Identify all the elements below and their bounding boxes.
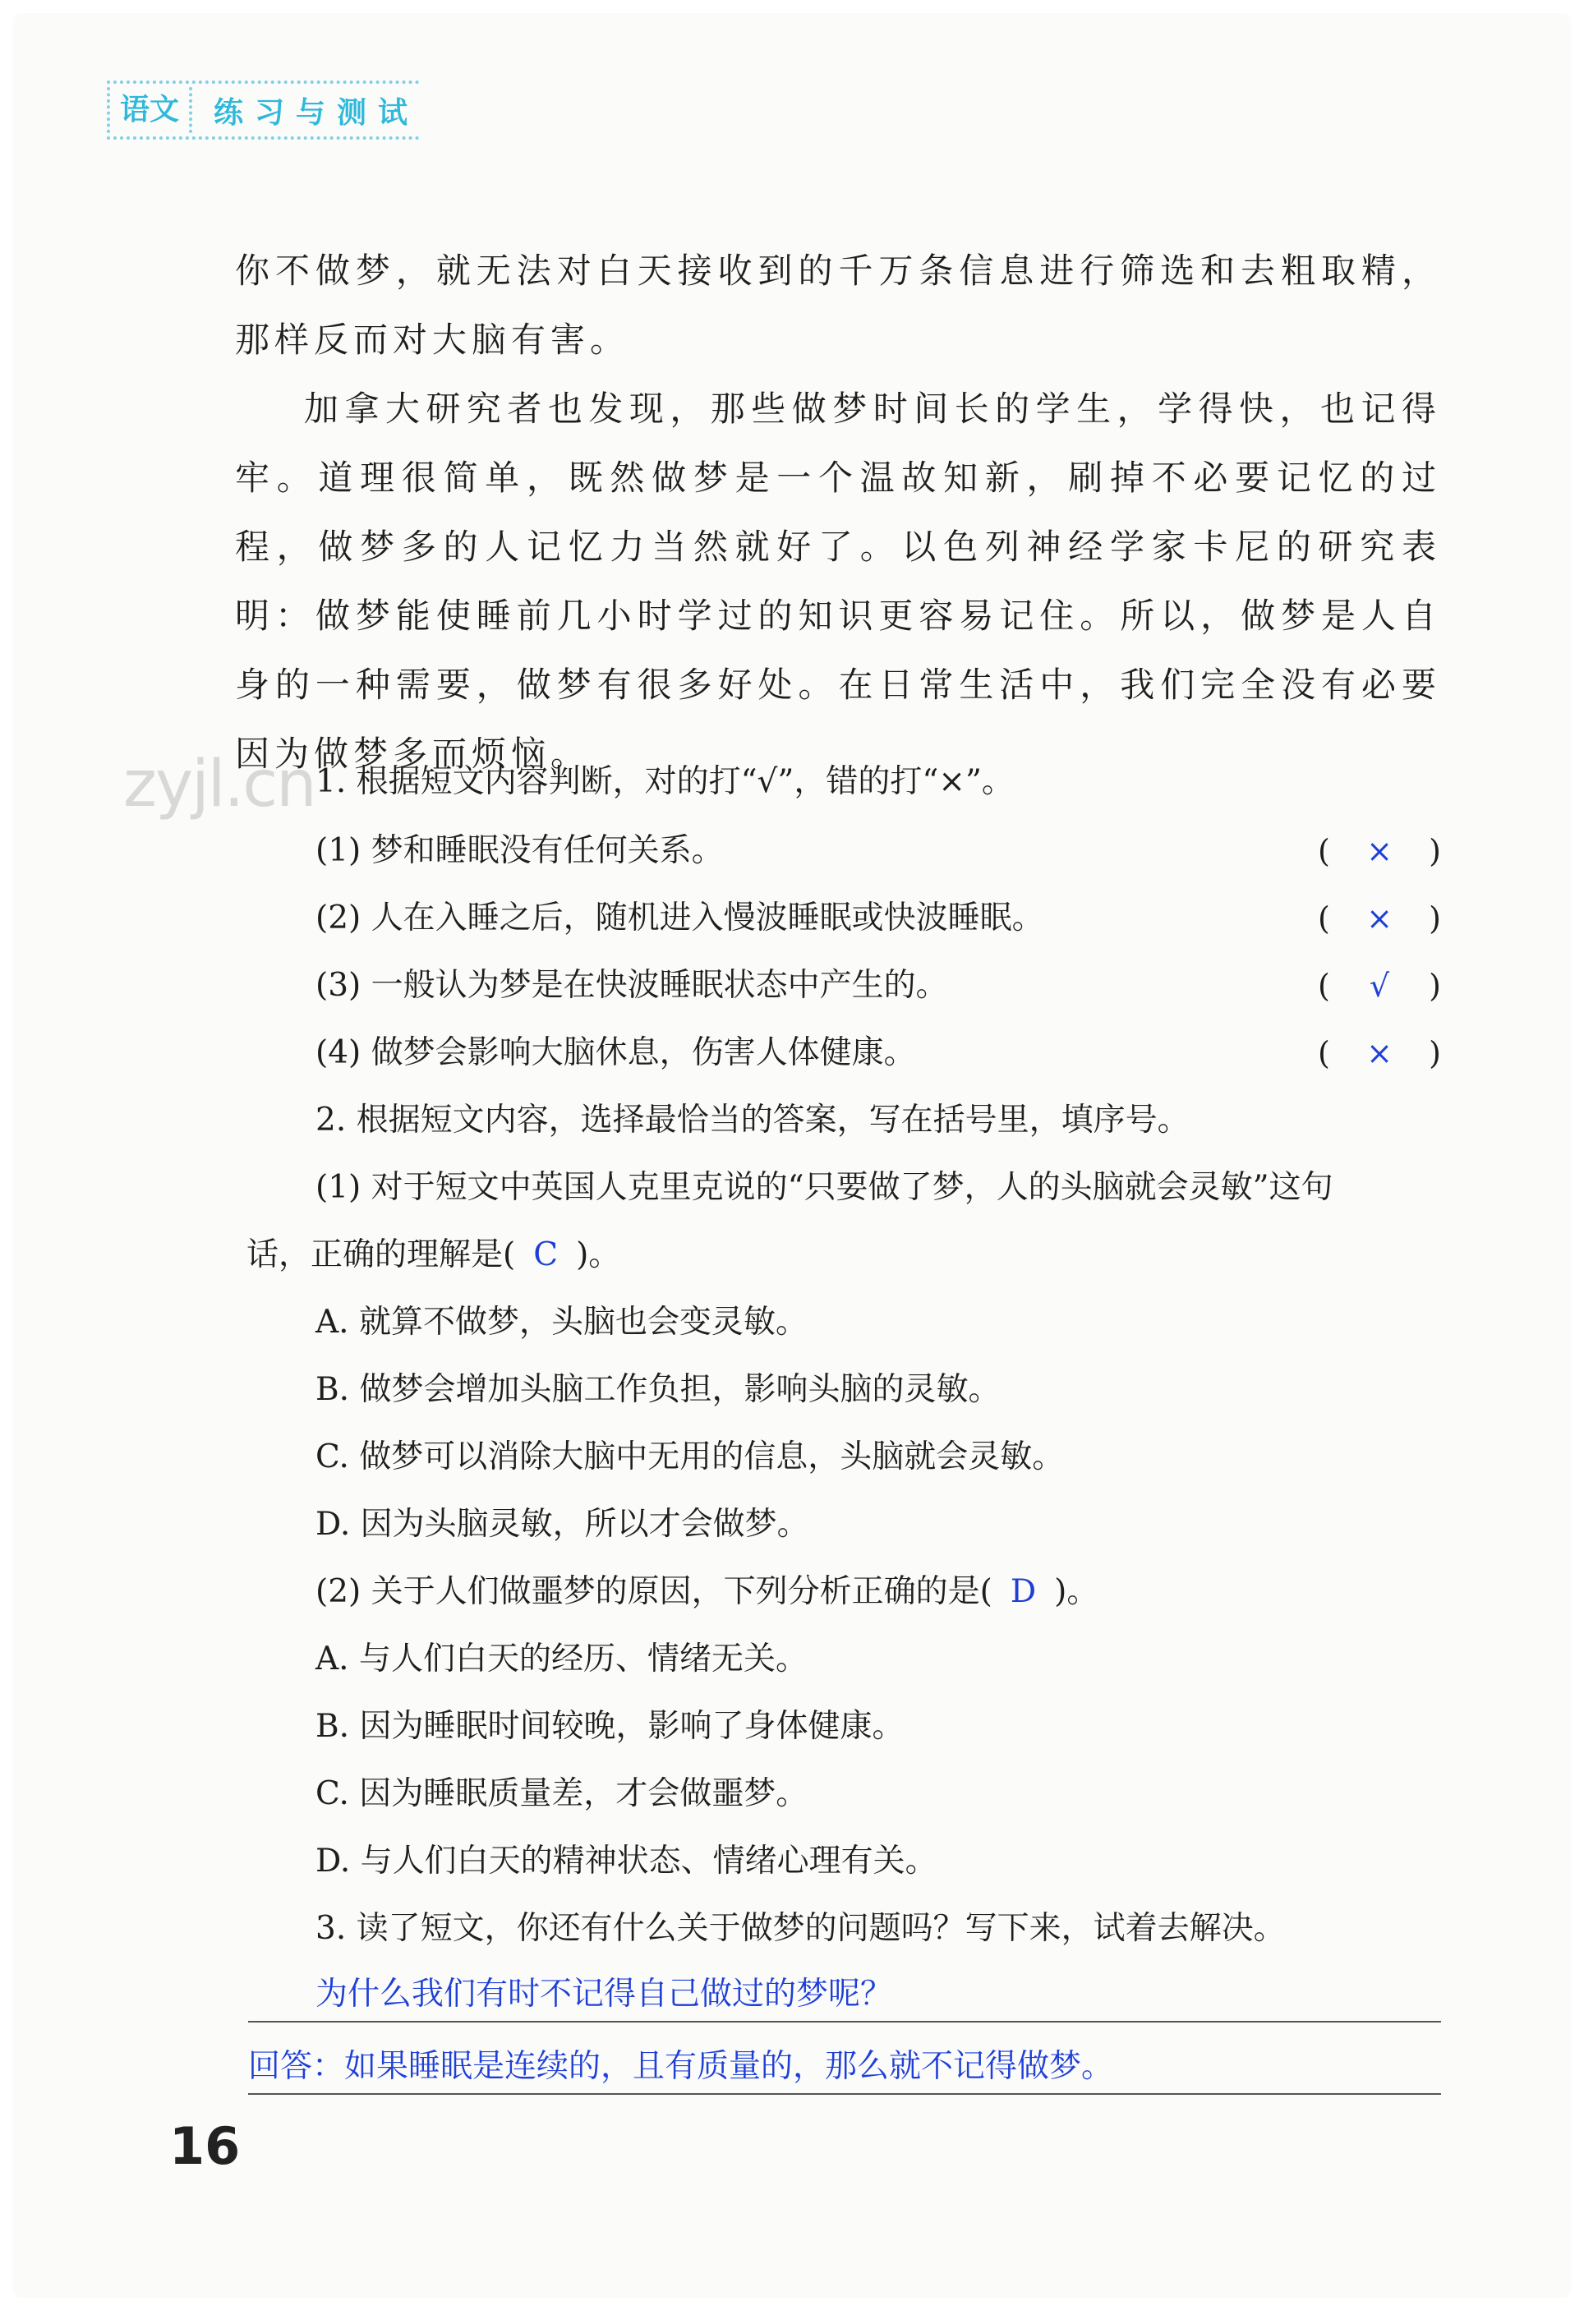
q1-answer-box-3: ( √ ) xyxy=(1318,961,1441,1010)
q2-sub2-answer: D xyxy=(1010,1573,1037,1610)
q1-answer-4: × xyxy=(1366,1035,1393,1071)
answer-line-2 xyxy=(248,2093,1441,2095)
q2-sub1-option-b: B. 做梦会增加头脑工作负担，影响头脑的灵敏。 xyxy=(315,1371,1001,1408)
page-header xyxy=(107,81,419,140)
q1-stem: 1. 根据短文内容判断，对的打“√”，错的打“×”。 xyxy=(315,763,1014,800)
q2-sub1-line2 xyxy=(246,1231,620,1280)
subject-label: 语文 xyxy=(107,87,192,133)
watermark: zyjl.cn xyxy=(123,748,315,821)
answer-line-1 xyxy=(248,2021,1441,2023)
q2-sub1-option-d: D. 因为头脑灵敏，所以才会做梦。 xyxy=(315,1506,809,1543)
passage-paragraph-2: 加拿大研究者也发现，那些做梦时间长的学生，学得快，也记得牢。道理很简单，既然做梦是一个温故知新，刷掉不必要记忆的过程，做梦多的人记忆力当然就好了。以色列神经学家卡尼的研究表明：做梦能使睡前几小时学过的知识更容易记住。所以，做梦是人自身的一种需要，做梦有很多好处。在日常生活中，我们完全没有必要因为做梦多而烦恼。 xyxy=(235,389,1441,774)
q1-item-4: (4) 做梦会影响大脑休息，伤害人体健康。 xyxy=(315,1034,916,1071)
q2-sub1-line1: (1) 对于短文中英国人克里克说的“只要做了梦，人的头脑就会灵敏”这句 xyxy=(315,1169,1333,1206)
q2-sub2-option-d: D. 与人们白天的精神状态、情绪心理有关。 xyxy=(315,1843,937,1880)
q1-item-1: (1) 梦和睡眠没有任何关系。 xyxy=(315,832,724,869)
q3-stem: 3. 读了短文，你还有什么关于做梦的问题吗？写下来，试着去解决。 xyxy=(315,1910,1286,1947)
q1-item-2: (2) 人在入睡之后，随机进入慢波睡眠或快波睡眠。 xyxy=(315,900,1044,937)
q2-sub1-close: )。 xyxy=(576,1236,621,1273)
q2-sub2-option-a: A. 与人们白天的经历、情绪无关。 xyxy=(315,1641,808,1677)
q1-answer-box-2: ( × ) xyxy=(1318,894,1441,943)
q3-written-answer: 回答：如果睡眠是连续的，且有质量的，那么就不记得做梦。 xyxy=(248,2048,1114,2085)
workbook-page xyxy=(13,13,1571,2298)
q1-answer-box-1: ( × ) xyxy=(1318,826,1441,876)
q3-written-question: 为什么我们有时不记得自己做过的梦呢？ xyxy=(315,1976,893,2013)
series-title: 练习与测试 xyxy=(214,95,420,130)
q2-sub1-answer: C xyxy=(533,1236,559,1273)
q2-sub1-option-a: A. 就算不做梦，头脑也会变灵敏。 xyxy=(315,1304,808,1341)
q2-sub2-prompt: (2) 关于人们做噩梦的原因，下列分析正确的是( xyxy=(315,1573,992,1610)
q2-sub1-option-c: C. 做梦可以消除大脑中无用的信息，头脑就会灵敏。 xyxy=(315,1438,1065,1475)
q1-answer-2: × xyxy=(1366,900,1393,937)
q2-sub2-close: )。 xyxy=(1054,1573,1099,1610)
q1-answer-1: × xyxy=(1366,833,1393,869)
q1-answer-3: √ xyxy=(1369,968,1390,1004)
q1-answer-box-4: ( × ) xyxy=(1318,1029,1441,1078)
q2-sub2-option-b: B. 因为睡眠时间较晚，影响了身体健康。 xyxy=(315,1708,905,1745)
q2-sub2-option-c: C. 因为睡眠质量差，才会做噩梦。 xyxy=(315,1775,808,1812)
q2-stem: 2. 根据短文内容，选择最恰当的答案，写在括号里，填序号。 xyxy=(315,1102,1190,1139)
q1-item-3: (3) 一般认为梦是在快波睡眠状态中产生的。 xyxy=(315,967,948,1004)
q2-sub1-prompt: 话，正确的理解是( xyxy=(246,1236,516,1273)
page-number: 16 xyxy=(169,2116,241,2176)
q2-sub2-line xyxy=(315,1567,1098,1617)
passage-paragraph-1: 你不做梦，就无法对白天接收到的千万条信息进行筛选和去粗取精，那样反而对大脑有害。 xyxy=(235,251,1441,360)
